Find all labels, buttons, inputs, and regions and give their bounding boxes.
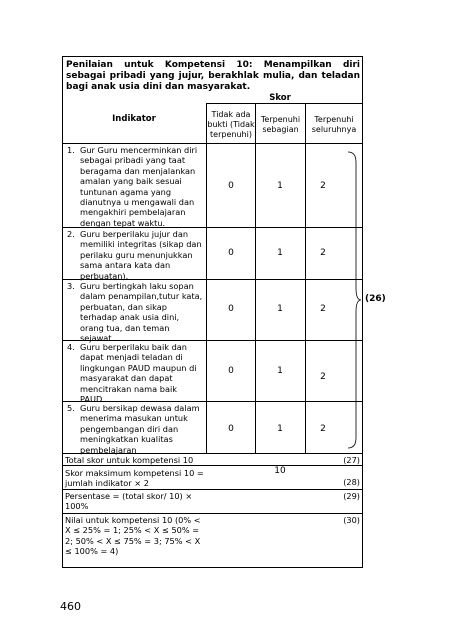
percentage-label: Persentase = (total skor/ 10) × 100% xyxy=(65,491,193,512)
score-value: 1 xyxy=(277,248,283,258)
score-value: 0 xyxy=(228,366,234,376)
page-number: 460 xyxy=(60,600,81,613)
score-value: 0 xyxy=(228,304,234,314)
score-value: 1 xyxy=(277,304,283,314)
indicator-text: Guru berperilaku jujur dan memiliki integritas (sikap dan perilaku guru menunjukkan sama antara kata dan perbuatan). xyxy=(80,229,202,281)
indicator-number: 5. xyxy=(67,403,75,413)
score-value: 2 xyxy=(320,424,326,434)
max-score-code: (28) xyxy=(343,477,360,487)
score-col-header-1: Terpenuhi sebagian xyxy=(260,115,301,134)
score-value: 0 xyxy=(228,424,234,434)
indicator-text: Guru bersikap dewasa dalam menerima masukan untuk pengembangan diri dan meningkatkan kualitas pembelajaran xyxy=(80,403,200,455)
indicator-number: 4. xyxy=(67,342,75,352)
total-score-code: (27) xyxy=(343,455,360,465)
total-score-label: Total skor untuk kompetensi 10 xyxy=(65,455,194,465)
score-value: 2 xyxy=(320,181,326,191)
indicator-number: 1. xyxy=(67,145,75,155)
score-value: 0 xyxy=(228,181,234,191)
score-value: 2 xyxy=(320,248,326,258)
percentage-code: (29) xyxy=(343,491,360,501)
score-value: 0 xyxy=(228,248,234,258)
score-value: 2 xyxy=(320,372,326,382)
score-value: 1 xyxy=(277,366,283,376)
section-title: Penilaian untuk Kompetensi 10: Menampilkan diri sebagai pribadi yang jujur, berakhlak mulia, dan teladan bagi anak usia dini dan masyarakat. xyxy=(66,60,360,92)
indikator-header: Indikator xyxy=(112,114,156,124)
indicator-text: Gur Guru mencerminkan diri sebagai pribadi yang taat beragama dan menjalankan amalan yang baik sesuai tuntunan agama yang dianutnya u mengawali dan mengakhiri pembelajaran dengan tepat waktu. xyxy=(80,145,198,228)
score-value: 1 xyxy=(277,181,283,191)
nilai-label: Nilai untuk kompetensi 10 (0% < X ≤ 25% = 1; 25% < X ≤ 50% = 2; 50% < X ≤ 75% = 3; 75% < X ≤ 100% = 4) xyxy=(65,515,201,557)
score-value: 2 xyxy=(320,304,326,314)
indicator-text: Guru bertingkah laku sopan dalam penampilan,tutur kata, perbuatan, dan sikap terhadap anak usia dini, orang tua, dan teman sejawat. xyxy=(80,281,203,344)
skor-header: Skor xyxy=(269,93,291,103)
indicator-text: Guru berperilaku baik dan dapat menjadi teladan di lingkungan PAUD maupun di masyarakat dan dapat mencitrakan nama baik PAUD. xyxy=(80,342,197,405)
brace-label: (26) xyxy=(365,294,386,304)
max-score-value: 10 xyxy=(274,466,286,476)
score-col-header-2: Terpenuhi seluruhnya xyxy=(311,115,357,134)
indicator-number: 3. xyxy=(67,281,75,291)
score-value: 1 xyxy=(277,424,283,434)
max-score-label: Skor maksimum kompetensi 10 = jumlah indikator × 2 xyxy=(65,468,204,489)
curly-brace-icon xyxy=(346,150,362,450)
indicator-number: 2. xyxy=(67,229,75,239)
score-col-header-0: Tidak ada bukti (Tidak terpenuhi) xyxy=(207,110,255,139)
nilai-code: (30) xyxy=(343,515,360,525)
